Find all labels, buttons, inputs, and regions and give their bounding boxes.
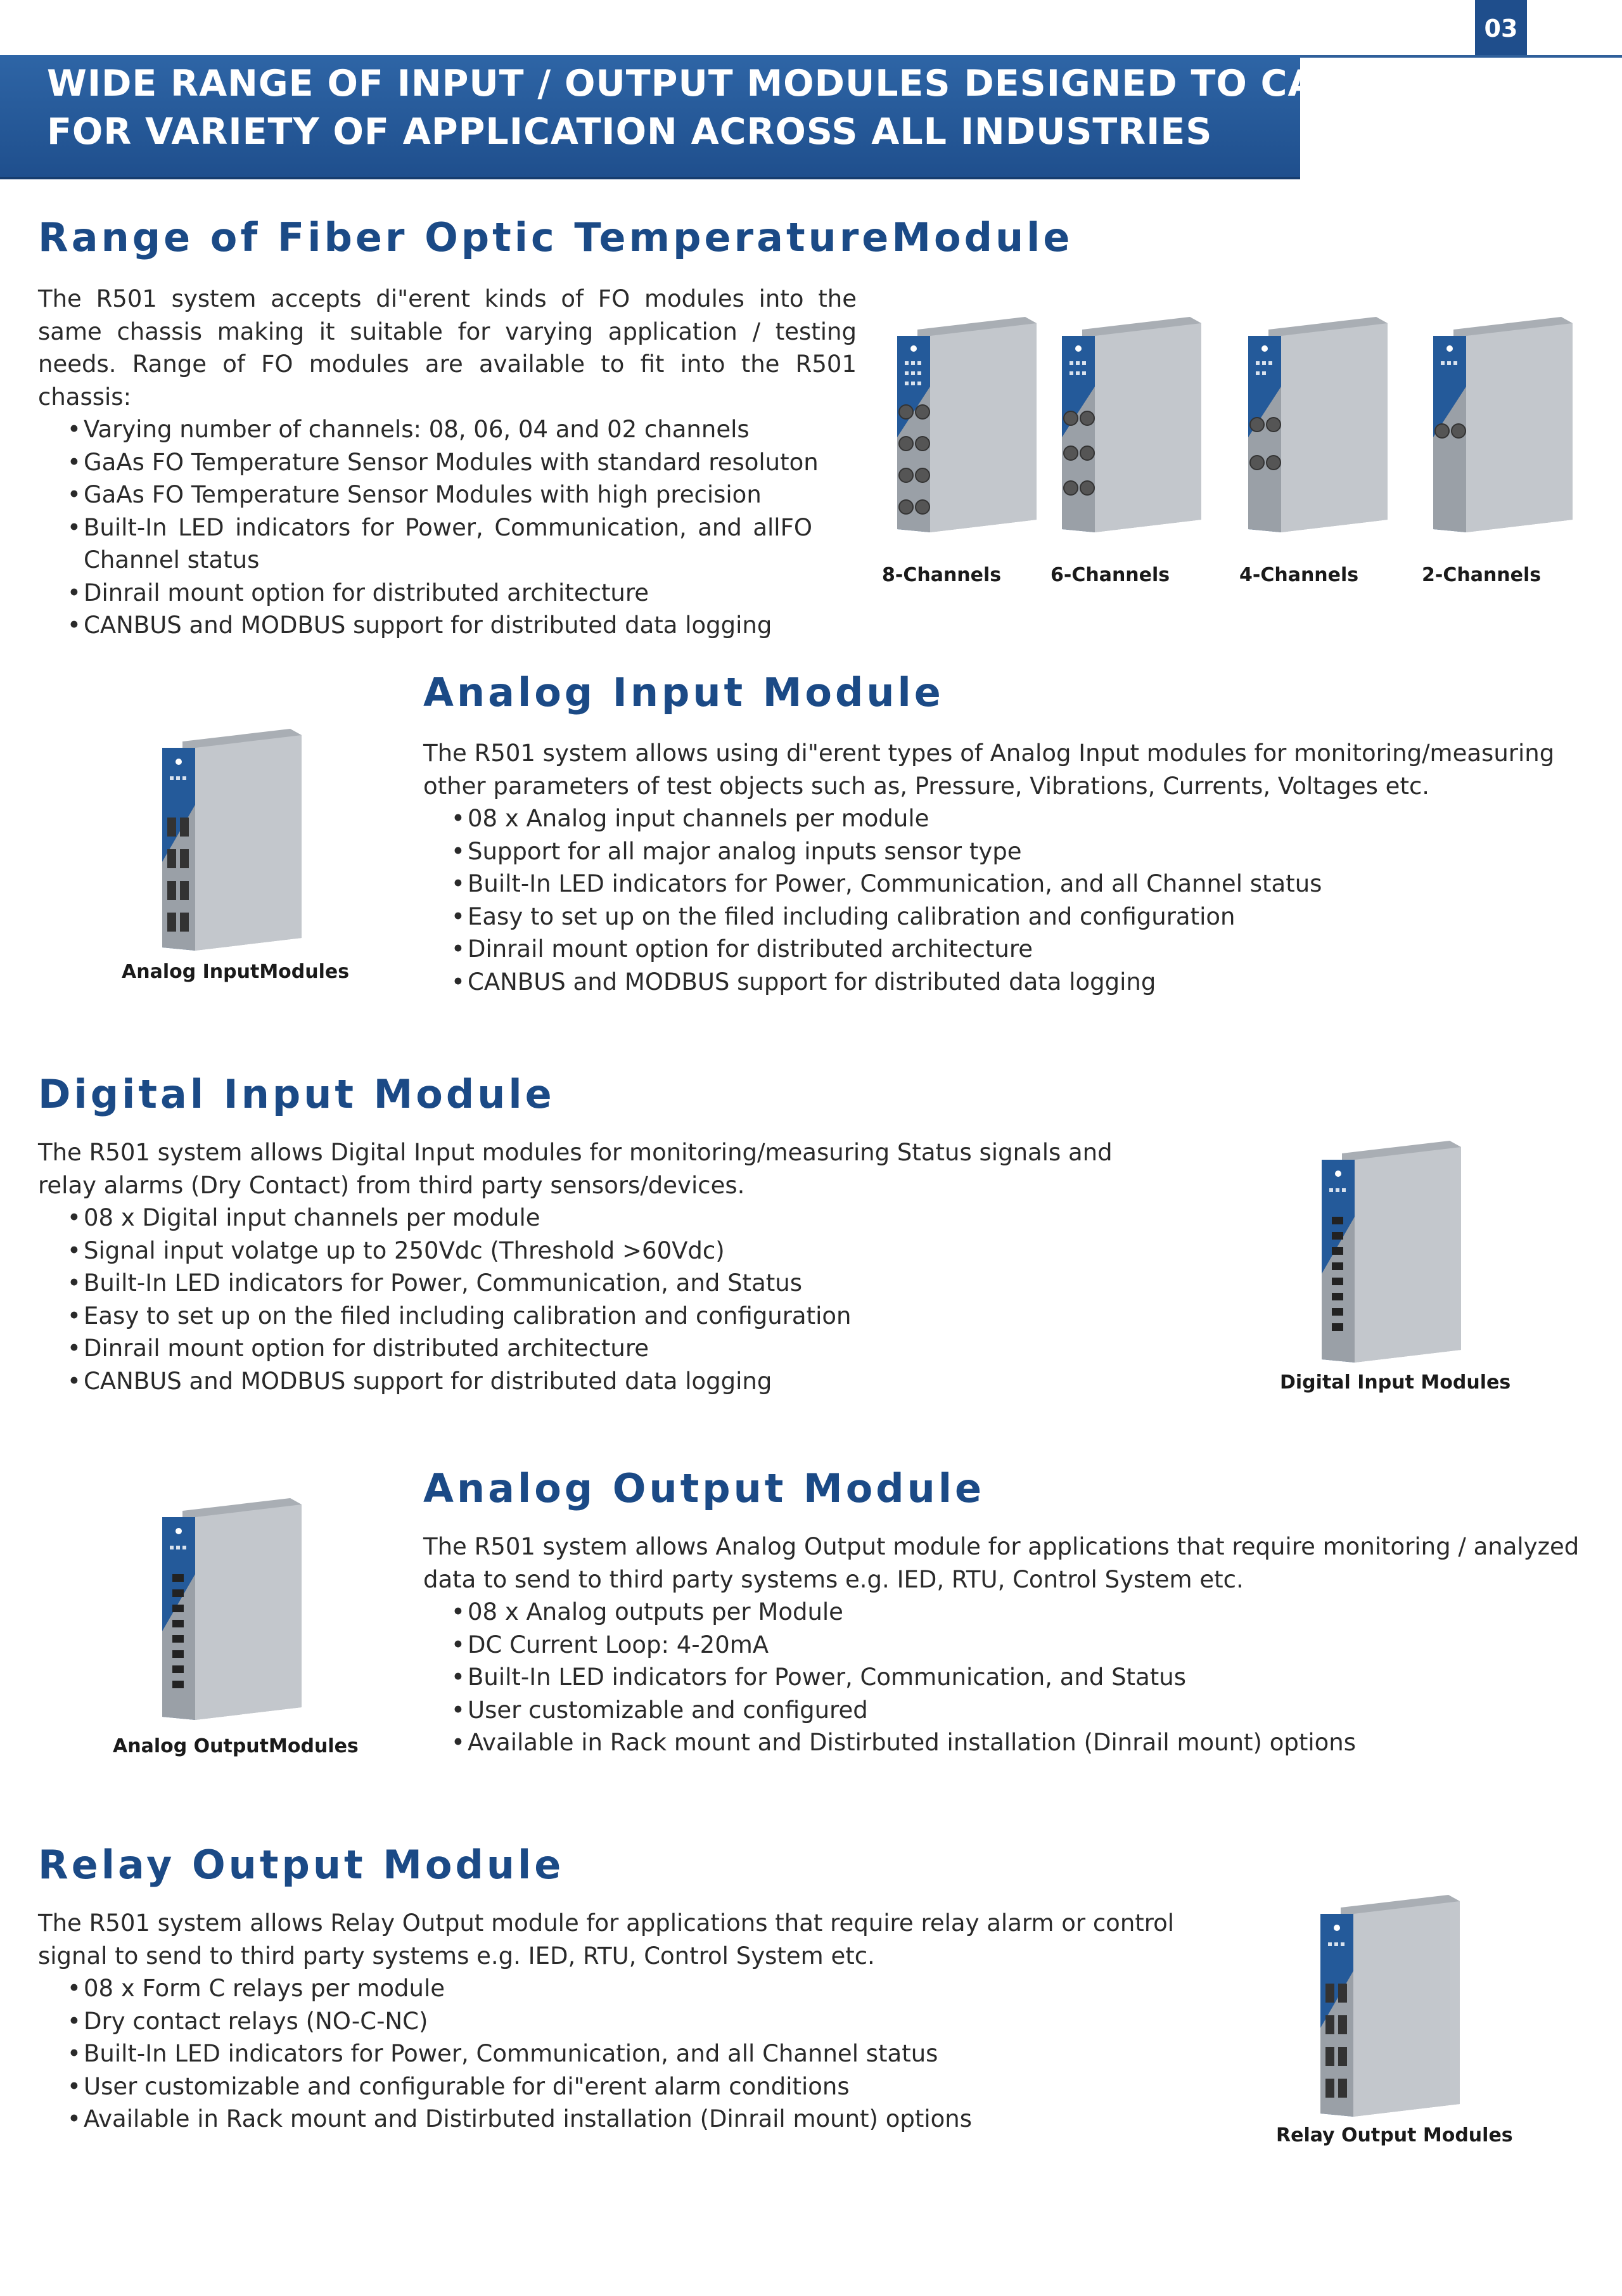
list-item: • GaAs FO Temperature Sensor Modules with standard resoluton <box>67 446 857 479</box>
digital-input-intro: The R501 system allows Digital Input modules for monitoring/measuring Status signals and relay alarms (Dry Contact) from third party sensors/devices. <box>38 1139 1113 1199</box>
list-item: • Dinrail mount option for distributed architecture <box>67 577 857 610</box>
list-item: • Dry contact relays (NO-C-NC) <box>67 2005 1178 2038</box>
page-number: 03 <box>1475 0 1527 57</box>
header-line-2: FOR VARIETY OF APPLICATION ACROSS ALL INDUSTRIES <box>47 111 1213 153</box>
list-item: • Varying number of channels: 08, 06, 04 and 02 channels <box>67 413 857 446</box>
analog-output-body <box>423 1530 1583 1759</box>
header-line-1: WIDE RANGE OF INPUT / OUTPUT MODULES DESIGNED TO CATER <box>47 63 1393 105</box>
list-item: • Built-In LED indicators for Power, Communication, and Status <box>451 1661 1583 1694</box>
relay-output-title: Relay Output Module <box>38 1842 565 1888</box>
relay-output-module-image <box>1315 1889 1462 2123</box>
list-item: • Dinrail mount option for distributed architecture <box>451 933 1564 966</box>
analog-output-intro: The R501 system allows Analog Output module for applications that require monitoring / analyzed data to send to third party systems e.g. IED, RTU, Control System etc. <box>423 1533 1580 1593</box>
digital-input-body <box>38 1136 1172 1397</box>
analog-input-body <box>423 737 1564 998</box>
analog-output-module-image <box>157 1492 304 1726</box>
digital-input-caption: Digital Input Modules <box>1280 1371 1511 1394</box>
list-item: • DC Current Loop: 4-20mA <box>451 1629 1583 1662</box>
list-item: • Signal input volatge up to 250Vdc (Threshold >60Vdc) <box>67 1235 1172 1267</box>
digital-input-title: Digital Input Module <box>38 1071 555 1117</box>
list-item: • GaAs FO Temperature Sensor Modules with high precision <box>67 478 857 511</box>
list-item: • Available in Rack mount and Distirbuted installation (Dinrail mount) options <box>67 2103 1178 2136</box>
digital-input-bullet-list <box>67 1202 1172 1397</box>
analog-input-bullet-list <box>451 802 1564 998</box>
list-item: • User customizable and configurable for di"erent alarm conditions <box>67 2070 1178 2103</box>
digital-input-module-image <box>1317 1134 1464 1369</box>
fo-intro: The R501 system accepts di"erent kinds of FO modules into the same chassis making it suitable for varying application / testing needs. Range of FO modules are available to fit into the R501 chassis: <box>38 285 857 411</box>
list-item: • Easy to set up on the filed including calibration and configuration <box>451 901 1564 933</box>
list-item: • Built-In LED indicators for Power, Communication, and allFO Channel status <box>67 511 812 577</box>
list-item: • User customizable and configured <box>451 1694 1583 1727</box>
list-item: • CANBUS and MODBUS support for distributed data logging <box>67 1365 1172 1398</box>
analog-input-caption: Analog InputModules <box>122 961 350 983</box>
header-banner <box>0 55 1393 179</box>
fo-bullet-list <box>67 413 857 642</box>
fo-2-channel-module-image <box>1428 311 1575 539</box>
list-item: • 08 x Analog outputs per Module <box>451 1596 1583 1629</box>
fo-section-title: Range of Fiber Optic TemperatureModule <box>38 214 1073 260</box>
list-item: • 08 x Digital input channels per module <box>67 1202 1172 1235</box>
analog-output-bullet-list <box>451 1596 1583 1759</box>
analog-input-intro: The R501 system allows using di"erent types of Analog Input modules for monitoring/measuring other parameters of test objects such as, Pressure, Vibrations, Currents, Voltages etc. <box>423 740 1555 800</box>
list-item: • CANBUS and MODBUS support for distributed data logging <box>451 966 1564 999</box>
list-item: • Built-In LED indicators for Power, Communication, and all Channel status <box>67 2037 1178 2070</box>
list-item: • Built-In LED indicators for Power, Communication, and all Channel status <box>451 868 1564 901</box>
list-item: • Support for all major analog inputs sensor type <box>451 835 1564 868</box>
fo-8-channel-module-image <box>892 311 1039 539</box>
fo-caption-4: 4-Channels <box>1239 564 1359 586</box>
fo-caption-8: 8-Channels <box>882 564 1002 586</box>
relay-output-intro: The R501 system allows Relay Output module for applications that require relay alarm or control signal to send to third party systems e.g. IED, RTU, Control System etc. <box>38 1909 1175 1970</box>
list-item: • Easy to set up on the filed including calibration and configuration <box>67 1300 1172 1333</box>
fo-6-channel-module-image <box>1057 311 1204 539</box>
list-item: • CANBUS and MODBUS support for distributed data logging <box>67 609 857 642</box>
analog-output-caption: Analog OutputModules <box>113 1735 359 1757</box>
analog-output-title: Analog Output Module <box>423 1465 985 1511</box>
fo-section-body <box>38 283 857 642</box>
list-item: • Dinrail mount option for distributed architecture <box>67 1332 1172 1365</box>
header-rule <box>1299 55 1622 58</box>
analog-input-module-image <box>157 722 304 957</box>
relay-output-caption: Relay Output Modules <box>1276 2124 1513 2146</box>
fo-4-channel-module-image <box>1243 311 1390 539</box>
list-item: • 08 x Analog input channels per module <box>451 802 1564 835</box>
fo-caption-6: 6-Channels <box>1050 564 1170 586</box>
fo-caption-2: 2-Channels <box>1422 564 1542 586</box>
relay-output-body <box>38 1907 1178 2136</box>
list-item: • Built-In LED indicators for Power, Communication, and Status <box>67 1267 1172 1300</box>
list-item: • 08 x Form C relays per module <box>67 1972 1178 2005</box>
list-item: • Available in Rack mount and Distirbuted installation (Dinrail mount) options <box>451 1726 1583 1759</box>
analog-input-title: Analog Input Module <box>423 669 944 715</box>
relay-output-bullet-list <box>67 1972 1178 2136</box>
